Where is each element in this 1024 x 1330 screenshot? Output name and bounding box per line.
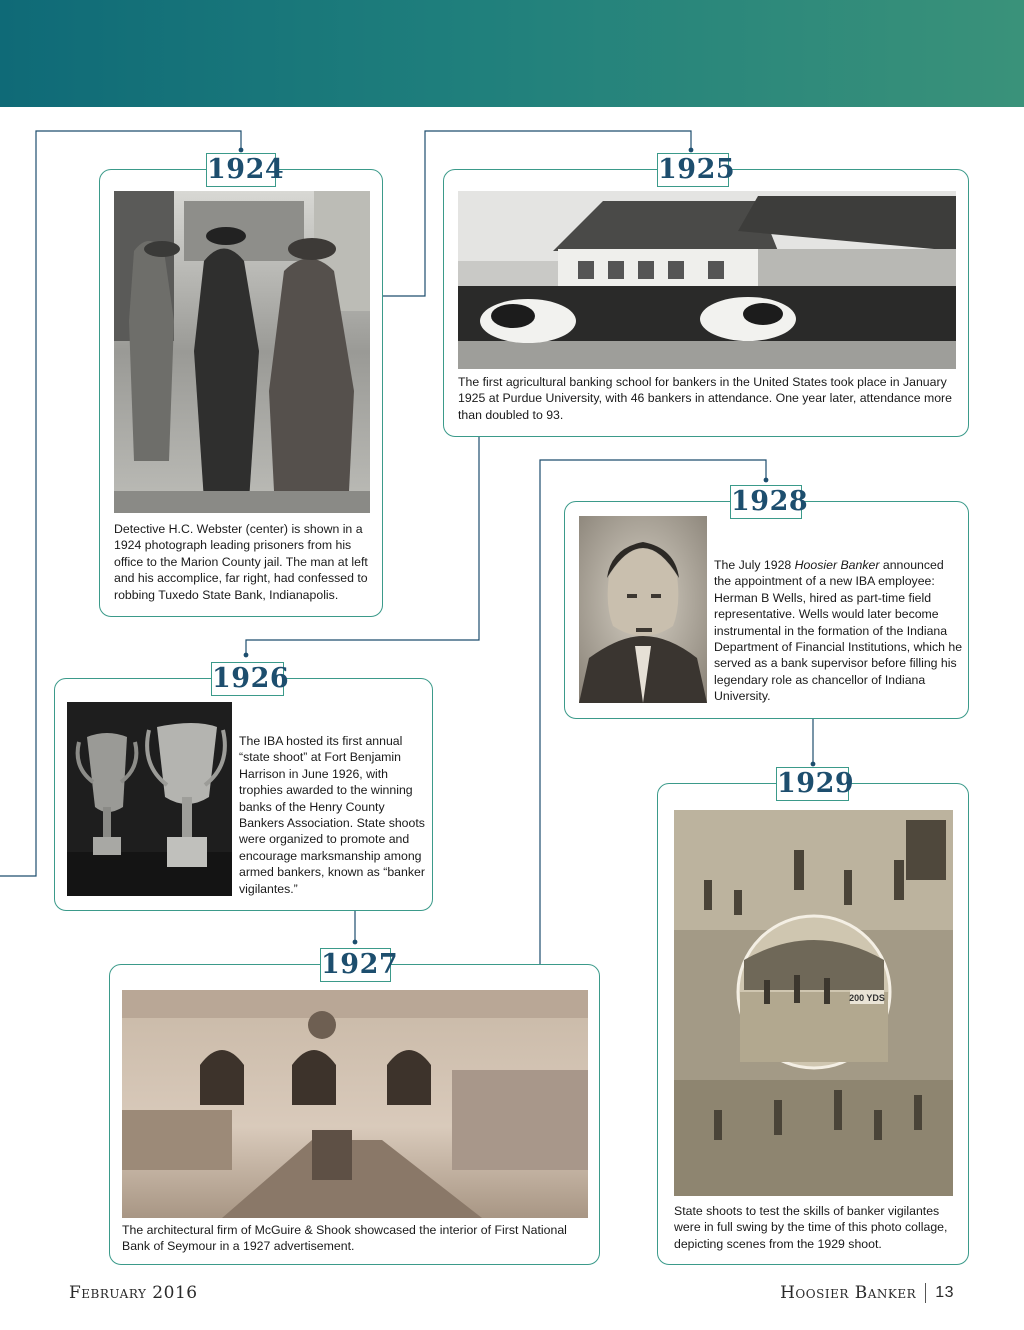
- year-badge-1928: 1928: [731, 486, 809, 517]
- caption-1928-prefix: The July 1928: [714, 558, 795, 572]
- yardage-sign: 200 YDS: [849, 993, 885, 1003]
- caption-1928-publication: Hoosier Banker: [794, 558, 880, 572]
- year-badge-1926: 1926: [212, 663, 290, 694]
- photo-detective-prisoners: [114, 191, 370, 513]
- year-badge-1924: 1924: [207, 154, 285, 185]
- caption-1925: The first agricultural banking school for bankers in the United States took place in January 1925 at Purdue University, with 46 bankers in attendance. One year later, attendance more than doubled to 93.: [458, 375, 952, 422]
- footer-divider: [925, 1283, 926, 1303]
- caption-1929: State shoots to test the skills of banker vigilantes were in full swing by the time of this photo collage, depicting scenes from the 1929 shoot.: [674, 1204, 948, 1251]
- year-badge-1929: 1929: [777, 768, 855, 799]
- footer-page-number: 13: [935, 1284, 954, 1301]
- footer-issue-date: February 2016: [69, 1283, 198, 1303]
- photo-trophies: [67, 702, 232, 896]
- footer-publication: [780, 1283, 954, 1303]
- footer-publication-name: Hoosier Banker: [780, 1283, 917, 1303]
- photo-herman-wells-portrait: [579, 516, 707, 703]
- caption-1926: The IBA hosted its first annual “state shoot” at Fort Benjamin Harrison in June 1926, with trophies awarded to the winning banks of the Henry County Bankers Association. State shoots were organized to promote and encourage marksmanship among armed bankers, known as “banker vigilantes.”: [239, 734, 425, 896]
- caption-1927: The architectural firm of McGuire & Shook showcased the interior of First National Bank of Seymour in a 1927 advertisement.: [122, 1223, 567, 1254]
- caption-1924: Detective H.C. Webster (center) is shown in a 1924 photograph leading prisoners from his office to the Marion County jail. The man at left and his accomplice, far right, had confessed to robbing Tuxedo State Bank, Indianapolis.: [114, 522, 368, 602]
- header-band: [0, 0, 1024, 107]
- year-badge-1925: 1925: [658, 154, 736, 185]
- photo-bank-interior: [122, 990, 588, 1218]
- photo-shoot-collage: [674, 810, 953, 1196]
- photo-agricultural-school: [458, 191, 956, 369]
- year-badge-1927: 1927: [321, 949, 399, 980]
- caption-1928: [714, 557, 964, 705]
- caption-1928-suffix: announced the appointment of a new IBA employee: Herman B Wells, hired as part-time field representative. Wells would later become instrumental in the formation of the Indiana Department of Financial Institutions, which he served as a bank supervisor before filling his legendary role as chancellor of Indiana University.: [714, 558, 963, 704]
